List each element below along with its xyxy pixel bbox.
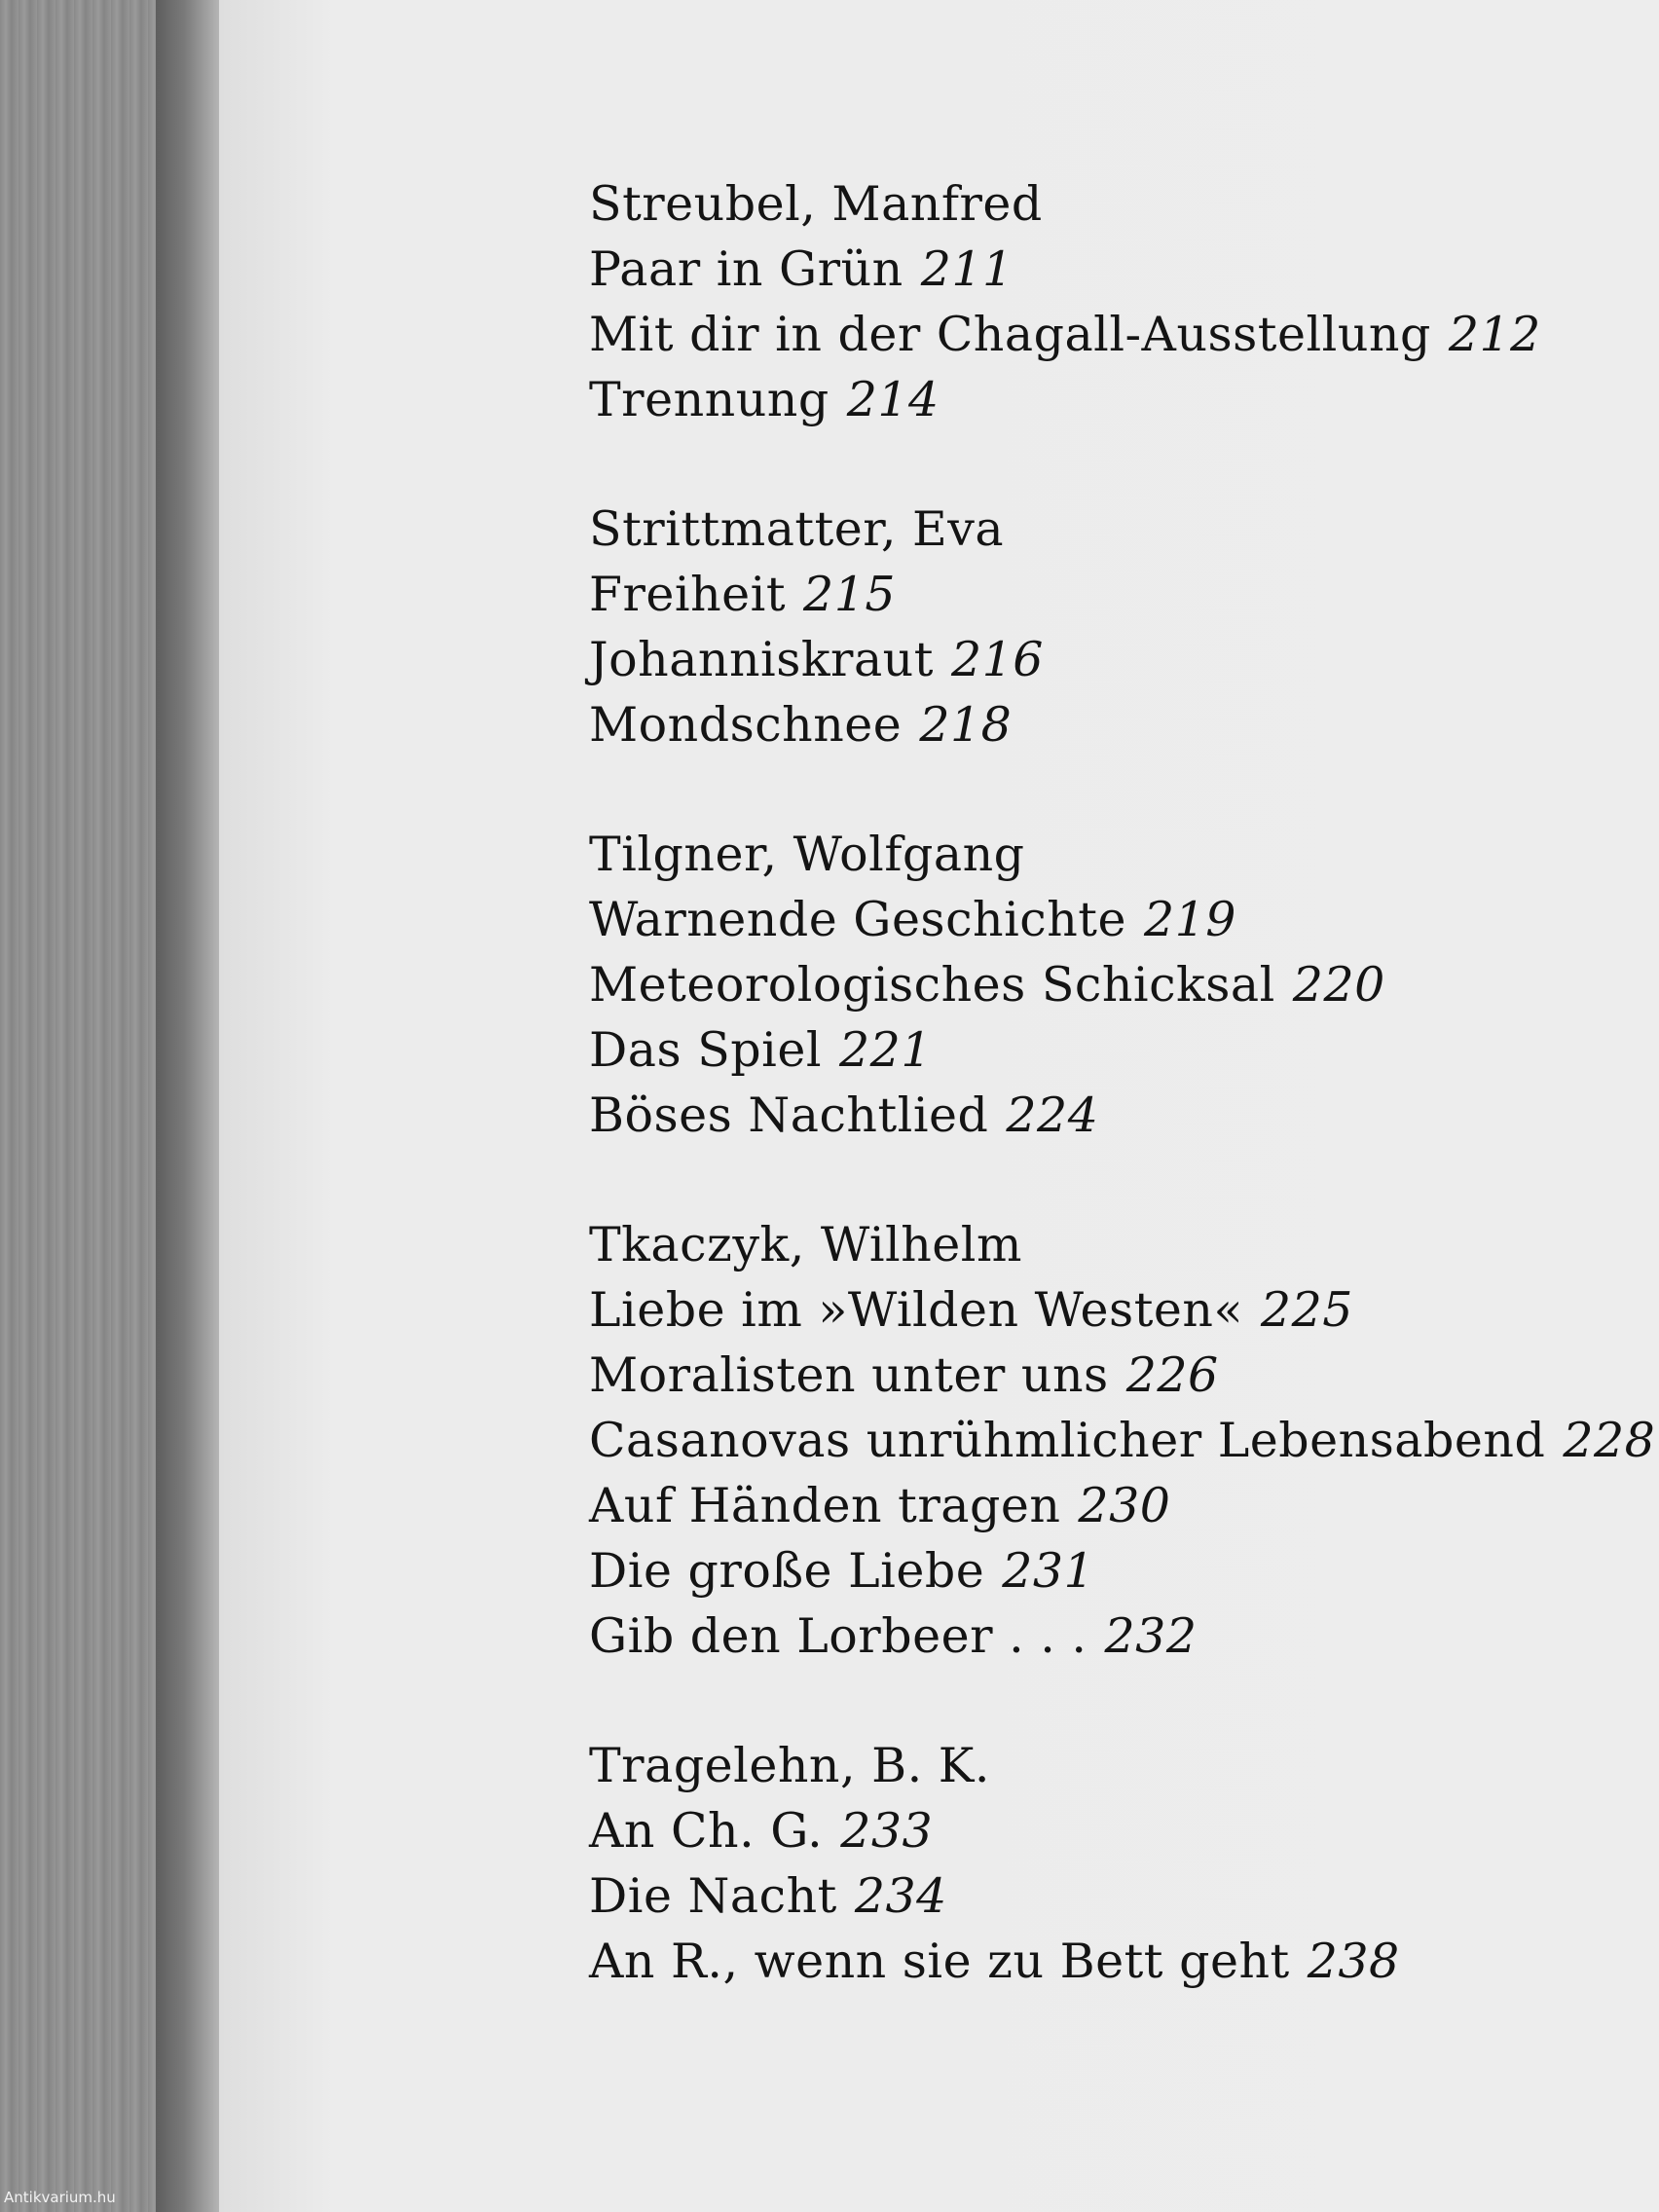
author-group bbox=[589, 171, 1659, 432]
entry-title: An Ch. G. bbox=[589, 1803, 824, 1859]
index-entry bbox=[589, 1017, 1659, 1083]
entry-title: Die große Liebe bbox=[589, 1543, 985, 1599]
index-entry bbox=[589, 887, 1659, 952]
index-entry bbox=[589, 237, 1659, 302]
entry-page-number: 212 bbox=[1448, 307, 1541, 362]
entry-title: Auf Händen tragen bbox=[589, 1478, 1061, 1533]
author-name: Strittmatter, Eva bbox=[589, 501, 1005, 557]
book-page bbox=[219, 0, 1659, 2212]
entry-page-number: 220 bbox=[1292, 957, 1385, 1013]
author-group bbox=[589, 1733, 1659, 1994]
entry-title: Das Spiel bbox=[589, 1022, 822, 1078]
entry-page-number: 231 bbox=[1002, 1543, 1095, 1599]
entry-page-number: 215 bbox=[803, 567, 897, 622]
entry-title: Trennung bbox=[589, 372, 830, 427]
author-name: Streubel, Manfred bbox=[589, 176, 1043, 232]
entry-title: Die Nacht bbox=[589, 1868, 837, 1924]
index-entry bbox=[589, 1083, 1659, 1148]
entry-title: Mit dir in der Chagall-Ausstellung bbox=[589, 307, 1431, 362]
index-entry bbox=[589, 1604, 1659, 1669]
index-entry bbox=[589, 1343, 1659, 1408]
entry-title: Meteorologisches Schicksal bbox=[589, 957, 1275, 1013]
index-entry bbox=[589, 302, 1659, 367]
index-entry bbox=[589, 367, 1659, 432]
entry-page-number: 225 bbox=[1260, 1282, 1353, 1338]
entry-title: Liebe im »Wilden Westen« bbox=[589, 1282, 1243, 1338]
entry-page-number: 211 bbox=[920, 241, 1014, 297]
author-group bbox=[589, 497, 1659, 757]
entry-page-number: 221 bbox=[839, 1022, 933, 1078]
index-entry bbox=[589, 1863, 1659, 1929]
entry-page-number: 218 bbox=[919, 697, 1013, 753]
entry-title: Johanniskraut bbox=[589, 632, 934, 687]
entry-page-number: 233 bbox=[840, 1803, 934, 1859]
author-name: Tkaczyk, Wilhelm bbox=[589, 1217, 1022, 1272]
entry-page-number: 234 bbox=[854, 1868, 947, 1924]
index-entry bbox=[589, 627, 1659, 692]
index-entry bbox=[589, 1798, 1659, 1863]
entry-page-number: 232 bbox=[1104, 1608, 1198, 1664]
entry-title: Mondschnee bbox=[589, 697, 903, 753]
entry-page-number: 238 bbox=[1307, 1934, 1400, 1989]
author-group bbox=[589, 822, 1659, 1148]
book-spine-edge bbox=[156, 0, 219, 2212]
entry-title: Gib den Lorbeer . . . bbox=[589, 1608, 1088, 1664]
index-entry bbox=[589, 1538, 1659, 1604]
entry-page-number: 224 bbox=[1006, 1088, 1099, 1143]
entry-page-number: 214 bbox=[846, 372, 940, 427]
index-entry bbox=[589, 952, 1659, 1017]
author-name: Tilgner, Wolfgang bbox=[589, 827, 1025, 882]
entry-page-number: 226 bbox=[1125, 1347, 1219, 1403]
entry-page-number: 216 bbox=[950, 632, 1044, 687]
watermark: Antikvarium.hu bbox=[4, 2189, 116, 2206]
index-entry bbox=[589, 1408, 1659, 1473]
index-entry bbox=[589, 692, 1659, 757]
index-entry bbox=[589, 1277, 1659, 1343]
entry-title: Moralisten unter uns bbox=[589, 1347, 1109, 1403]
index-entry bbox=[589, 562, 1659, 627]
index-entry bbox=[589, 1929, 1659, 1994]
author-index bbox=[589, 171, 1659, 2058]
entry-title: Freiheit bbox=[589, 567, 787, 622]
entry-page-number: 219 bbox=[1143, 892, 1236, 947]
background-shelf bbox=[0, 0, 175, 2212]
entry-title: Casanovas unrühmlicher Lebensabend bbox=[589, 1413, 1546, 1468]
entry-page-number: 230 bbox=[1078, 1478, 1171, 1533]
entry-title: Paar in Grün bbox=[589, 241, 903, 297]
entry-title: Böses Nachtlied bbox=[589, 1088, 989, 1143]
entry-title: Warnende Geschichte bbox=[589, 892, 1126, 947]
entry-page-number: 228 bbox=[1563, 1413, 1656, 1468]
author-name: Tragelehn, B. K. bbox=[589, 1738, 990, 1793]
entry-title: An R., wenn sie zu Bett geht bbox=[589, 1934, 1290, 1989]
index-entry bbox=[589, 1473, 1659, 1538]
author-group bbox=[589, 1212, 1659, 1669]
